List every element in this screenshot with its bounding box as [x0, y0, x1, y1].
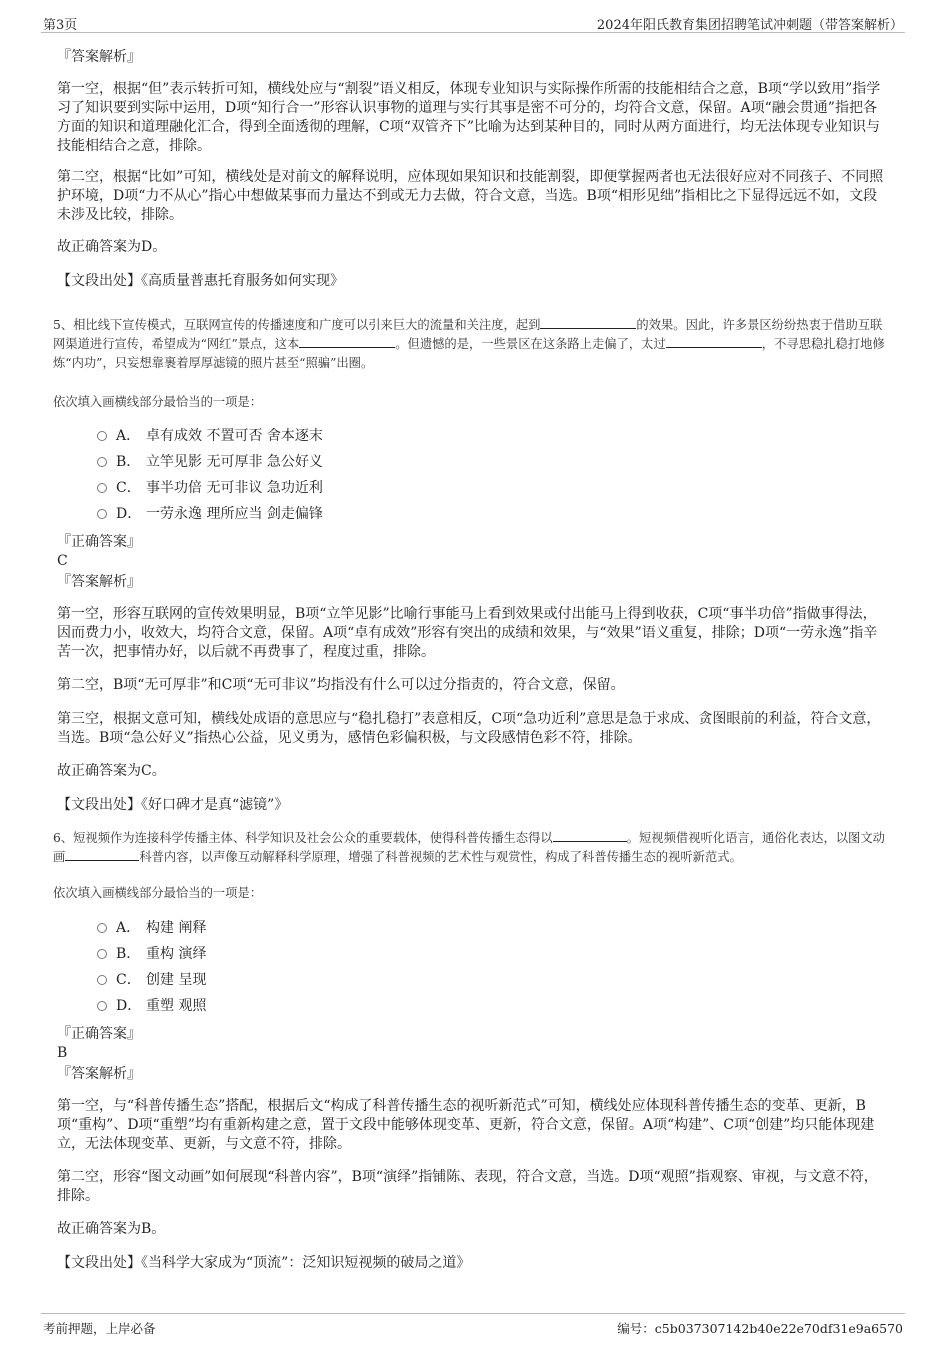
option-a[interactable]: A． 构建 阐释	[97, 919, 206, 937]
source: 【文段出处】《好口碑才是真“滤镜”》	[57, 797, 289, 813]
option-b[interactable]: B． 立竿见影 无可厚非 急公好义	[97, 453, 323, 471]
page-footer	[41, 1313, 905, 1338]
question-prompt: 依次填入画横线部分最恰当的一项是：	[53, 395, 263, 409]
question-5-text: 5、相比线下宣传模式，互联网宣传的传播速度和广度可以引来巨大的流量和关注度，起到 的效果。因此，许多景区纷纷热衷于借助互联网渠道进行宣传，希望成为“网红”景点，这本 。但遗憾的是，一些景区在这条路上走偏了，太过 ，不寻思稳扎稳打地修炼“内功”，只妄想靠裹着厚厚滤镜的照片甚至“照骗”出圈。	[53, 318, 885, 370]
footer-slogan: 考前押题，上岸必备	[43, 1321, 156, 1336]
radio-icon[interactable]	[97, 949, 107, 959]
analysis-paragraph: 第三空，根据文意可知，横线处成语的意思应与“稳扎稳打”表意相反，C项“急功近利”意思是急于求成、贪图眼前的利益，符合文意，当选。B项“急公好义”指热心公益，见义勇为，感情色彩偏积极，与文段感情色彩不符，排除。	[57, 711, 881, 746]
conclusion: 故正确答案为C。	[57, 763, 166, 779]
document-title: 2024年阳氏教育集团招聘笔试冲刺题（带答案解析）	[596, 18, 903, 33]
analysis-paragraph: 第一空，形容互联网的宣传效果明显，B项“立竿见影”比喻行事能马上看到效果或付出能马上得到收获，C项“事半功倍”指做事得法，因而费力小，收效大，均符合文意，保留。A项“卓有成效”形容有突出的成绩和效果，与“效果”语义重复，排除；D项“一劳永逸”指辛苦一次，把事情办好，以后就不再费事了，程度过重，排除。	[57, 606, 878, 660]
analysis-paragraph: 第二空，形容“图文动画”如何展现“科普内容”，B项“演绎”指铺陈、表现，符合文意，当选。D项“观照”指观察、审视，与文意不符，排除。	[57, 1169, 878, 1204]
analysis-paragraph: 第二空，根据“比如”可知，横线处是对前文的解释说明，应体现如果知识和技能割裂，即便掌握两者也无法很好应对不同孩子、不同照护环境，D项“力不从心”指心中想做某事而力量达不到或无力去做，符合文意，当选。B项“相形见绌”指相比之下显得远远不如，文段未涉及比较，排除。	[57, 169, 884, 223]
radio-icon[interactable]	[97, 923, 107, 933]
analysis-paragraph: 第一空，与“科普传播生态”搭配，根据后文“构成了科普传播生态的视听新范式”可知，横线处应体现科普传播生态的变革、更新，B项“重构”、D项“重塑”均有重新构建之意，置于文段中能够体现变革、更新，符合文意，保留。A项“构建”、C项“创建”均只能体现建立，无法体现变革、更新，与文意不符，排除。	[57, 1098, 875, 1152]
correct-answer-label: 『正确答案』	[57, 534, 141, 550]
correct-answer: C	[57, 553, 68, 569]
option-c[interactable]: C． 事半功倍 无可非议 急功近利	[97, 479, 323, 497]
blank-1	[553, 829, 627, 842]
analysis-label: 『答案解析』	[57, 49, 141, 65]
analysis-paragraph: 第一空，根据“但”表示转折可知，横线处应与“割裂”语义相反，体现专业知识与实际操作所需的技能相结合之意，B项“学以致用”指学习了知识要到实际中运用，D项“知行合一”形容认识事物的道理与实行其事是密不可分的，均符合文意，保留。A项“融会贯通”指把各方面的知识和道理融化汇合，得到全面透彻的理解，C项“双管齐下”比喻为达到某种目的，同时从两方面进行，均无法体现专业知识与技能相结合之意，排除。	[57, 81, 881, 154]
document-code: 编号：c5b037307142b40e22e70df31e9a6570	[617, 1321, 903, 1336]
source: 【文段出处】《高质量普惠托育服务如何实现》	[57, 273, 344, 289]
page-header	[41, 12, 905, 33]
analysis-label: 『答案解析』	[57, 574, 141, 590]
option-d[interactable]: D． 重塑 观照	[97, 997, 206, 1015]
radio-icon[interactable]	[97, 431, 107, 441]
radio-icon[interactable]	[97, 457, 107, 467]
radio-icon[interactable]	[97, 1001, 107, 1011]
blank-2	[65, 848, 139, 861]
option-d[interactable]: D． 一劳永逸 理所应当 剑走偏锋	[97, 505, 323, 523]
blank-3	[666, 335, 762, 348]
conclusion: 故正确答案为B。	[57, 1221, 166, 1237]
option-b[interactable]: B． 重构 演绎	[97, 945, 206, 963]
blank-1	[540, 316, 636, 329]
radio-icon[interactable]	[97, 975, 107, 985]
analysis-label: 『答案解析』	[57, 1066, 141, 1082]
question-6-text: 6、短视频作为连接科学传播主体、科学知识及社会公众的重要载体，使得科普传播生态得以 。短视频借视听化语言，通俗化表达，以图文动画 科普内容，以声像互动解释科学原理，增强了科普视频的艺术性与观赏性，构成了科普传播生态的视听新范式。	[53, 831, 885, 864]
question-prompt: 依次填入画横线部分最恰当的一项是：	[53, 886, 263, 900]
option-c[interactable]: C． 创建 呈现	[97, 971, 206, 989]
blank-2	[299, 335, 395, 348]
correct-answer-label: 『正确答案』	[57, 1026, 141, 1042]
page-number: 第3页	[43, 18, 78, 33]
conclusion: 故正确答案为D。	[57, 239, 167, 255]
source: 【文段出处】《当科学大家成为“顶流”：泛知识短视频的破局之道》	[57, 1255, 471, 1271]
correct-answer: B	[57, 1045, 68, 1061]
radio-icon[interactable]	[97, 483, 107, 493]
option-a[interactable]: A． 卓有成效 不置可否 舍本逐末	[97, 427, 323, 445]
radio-icon[interactable]	[97, 509, 107, 519]
analysis-paragraph: 第二空，B项“无可厚非”和C项“无可非议”均指没有什么可以过分指责的，符合文意，保留。	[57, 677, 625, 693]
